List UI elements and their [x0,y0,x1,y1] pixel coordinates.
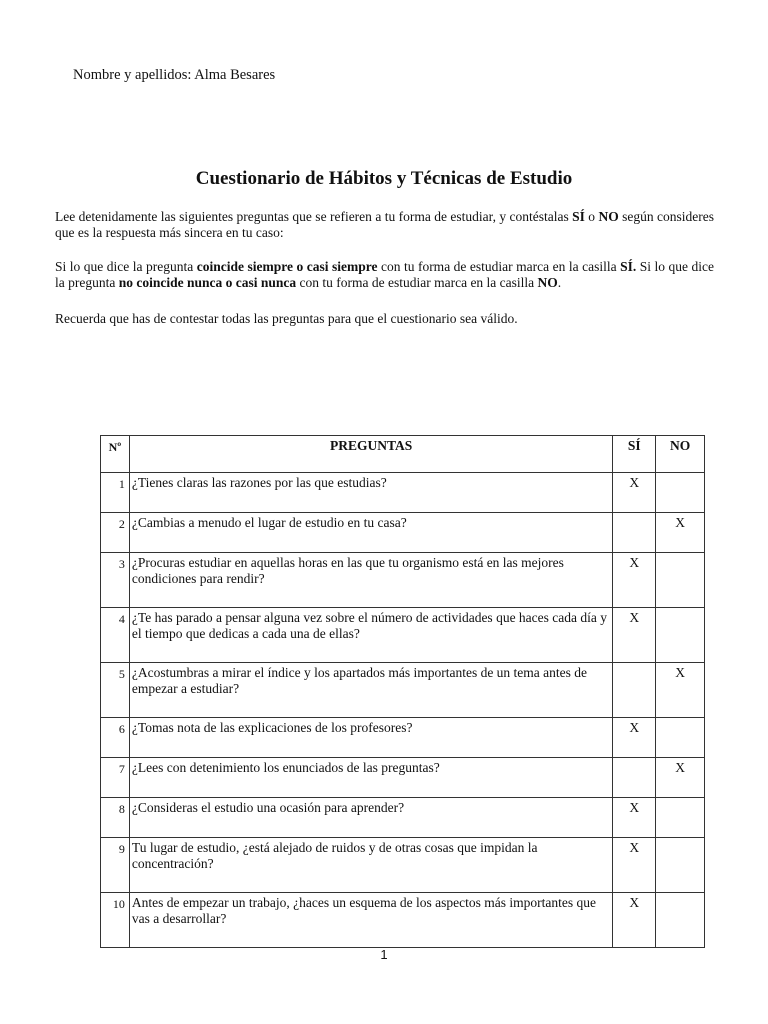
name-label: Nombre y apellidos: [73,67,192,83]
questionnaire-table [100,435,705,948]
header-questions: PREGUNTAS [129,436,612,473]
header-no: NO [656,436,705,473]
si-cell[interactable] [613,663,656,718]
row-question: Antes de empezar un trabajo, ¿haces un esquema de los aspectos más importantes que vas a desarrollar? [129,893,612,948]
row-question: ¿Consideras el estudio una ocasión para aprender? [129,798,612,838]
si-cell[interactable]: X [613,838,656,893]
intro-no: NO [537,275,558,290]
si-cell[interactable] [613,513,656,553]
row-number: 2 [101,513,130,553]
row-number: 9 [101,838,130,893]
no-cell[interactable] [656,718,705,758]
intro-si: SÍ [572,209,585,224]
table-row [101,608,705,663]
table-row [101,838,705,893]
intro-no: NO [598,209,619,224]
row-number: 8 [101,798,130,838]
intro-text: según consideres que es la respuesta más sincera en tu caso: [55,209,714,240]
intro-si: SÍ. [620,259,637,274]
table-row [101,513,705,553]
si-cell[interactable]: X [613,608,656,663]
table-row [101,553,705,608]
table-row [101,893,705,948]
si-cell[interactable]: X [613,893,656,948]
header-si: SÍ [613,436,656,473]
row-number: 6 [101,718,130,758]
row-question: Tu lugar de estudio, ¿está alejado de ruidos y de otras cosas que impidan la concentración? [129,838,612,893]
name-value: Alma Besares [194,67,276,83]
intro-text: Si lo que dice la pregunta [55,259,197,274]
intro-paragraph-1 [55,209,714,241]
no-cell[interactable]: X [656,663,705,718]
si-cell[interactable] [613,758,656,798]
row-question: ¿Cambias a menudo el lugar de estudio en tu casa? [129,513,612,553]
row-number: 7 [101,758,130,798]
row-question: ¿Procuras estudiar en aquellas horas en las que tu organismo está en las mejores condiciones para rendir? [129,553,612,608]
si-cell[interactable]: X [613,798,656,838]
row-number: 1 [101,473,130,513]
no-cell[interactable] [656,838,705,893]
intro-paragraph-2 [55,259,714,291]
intro-text: con tu forma de estudiar marca en la casilla [377,259,621,274]
name-line [73,67,275,84]
no-cell[interactable] [656,473,705,513]
si-cell[interactable]: X [613,473,656,513]
no-cell[interactable] [656,608,705,663]
intro-bold: no coincide nunca o casi nunca [118,275,297,290]
intro-text: . [557,275,562,290]
row-number: 10 [101,893,130,948]
row-number: 4 [101,608,130,663]
table-row [101,663,705,718]
intro-bold: coincide siempre o casi siempre [196,259,378,274]
table-row [101,758,705,798]
intro-paragraph-3: Recuerda que has de contestar todas las preguntas para que el cuestionario sea válido. [55,311,518,326]
intro-text: con tu forma de estudiar marca en la casilla [296,275,538,290]
no-cell[interactable] [656,553,705,608]
no-cell[interactable]: X [656,513,705,553]
no-cell[interactable] [656,798,705,838]
intro-text: Si lo que dice la pregunta [55,259,714,290]
page-number: 1 [380,947,388,962]
row-question: ¿Acostumbras a mirar el índice y los apartados más importantes de un tema antes de empezar a estudiar? [129,663,612,718]
row-number: 3 [101,553,130,608]
intro-text: o [584,209,599,224]
row-question: ¿Tomas nota de las explicaciones de los profesores? [129,718,612,758]
page-title: Cuestionario de Hábitos y Técnicas de Estudio [195,168,573,189]
row-question: ¿Te has parado a pensar alguna vez sobre el número de actividades que haces cada día y el tiempo que dedicas a cada una de ellas? [129,608,612,663]
row-question: ¿Lees con detenimiento los enunciados de las preguntas? [129,758,612,798]
si-cell[interactable]: X [613,553,656,608]
no-cell[interactable]: X [656,758,705,798]
table-row [101,798,705,838]
row-question: ¿Tienes claras las razones por las que estudias? [129,473,612,513]
header-num: Nº [101,436,130,473]
table-row [101,473,705,513]
no-cell[interactable] [656,893,705,948]
table-row [101,718,705,758]
table-header-row [101,436,705,473]
intro-text: Lee detenidamente las siguientes preguntas que se refieren a tu forma de estudiar, y contéstalas [55,209,573,224]
si-cell[interactable]: X [613,718,656,758]
row-number: 5 [101,663,130,718]
